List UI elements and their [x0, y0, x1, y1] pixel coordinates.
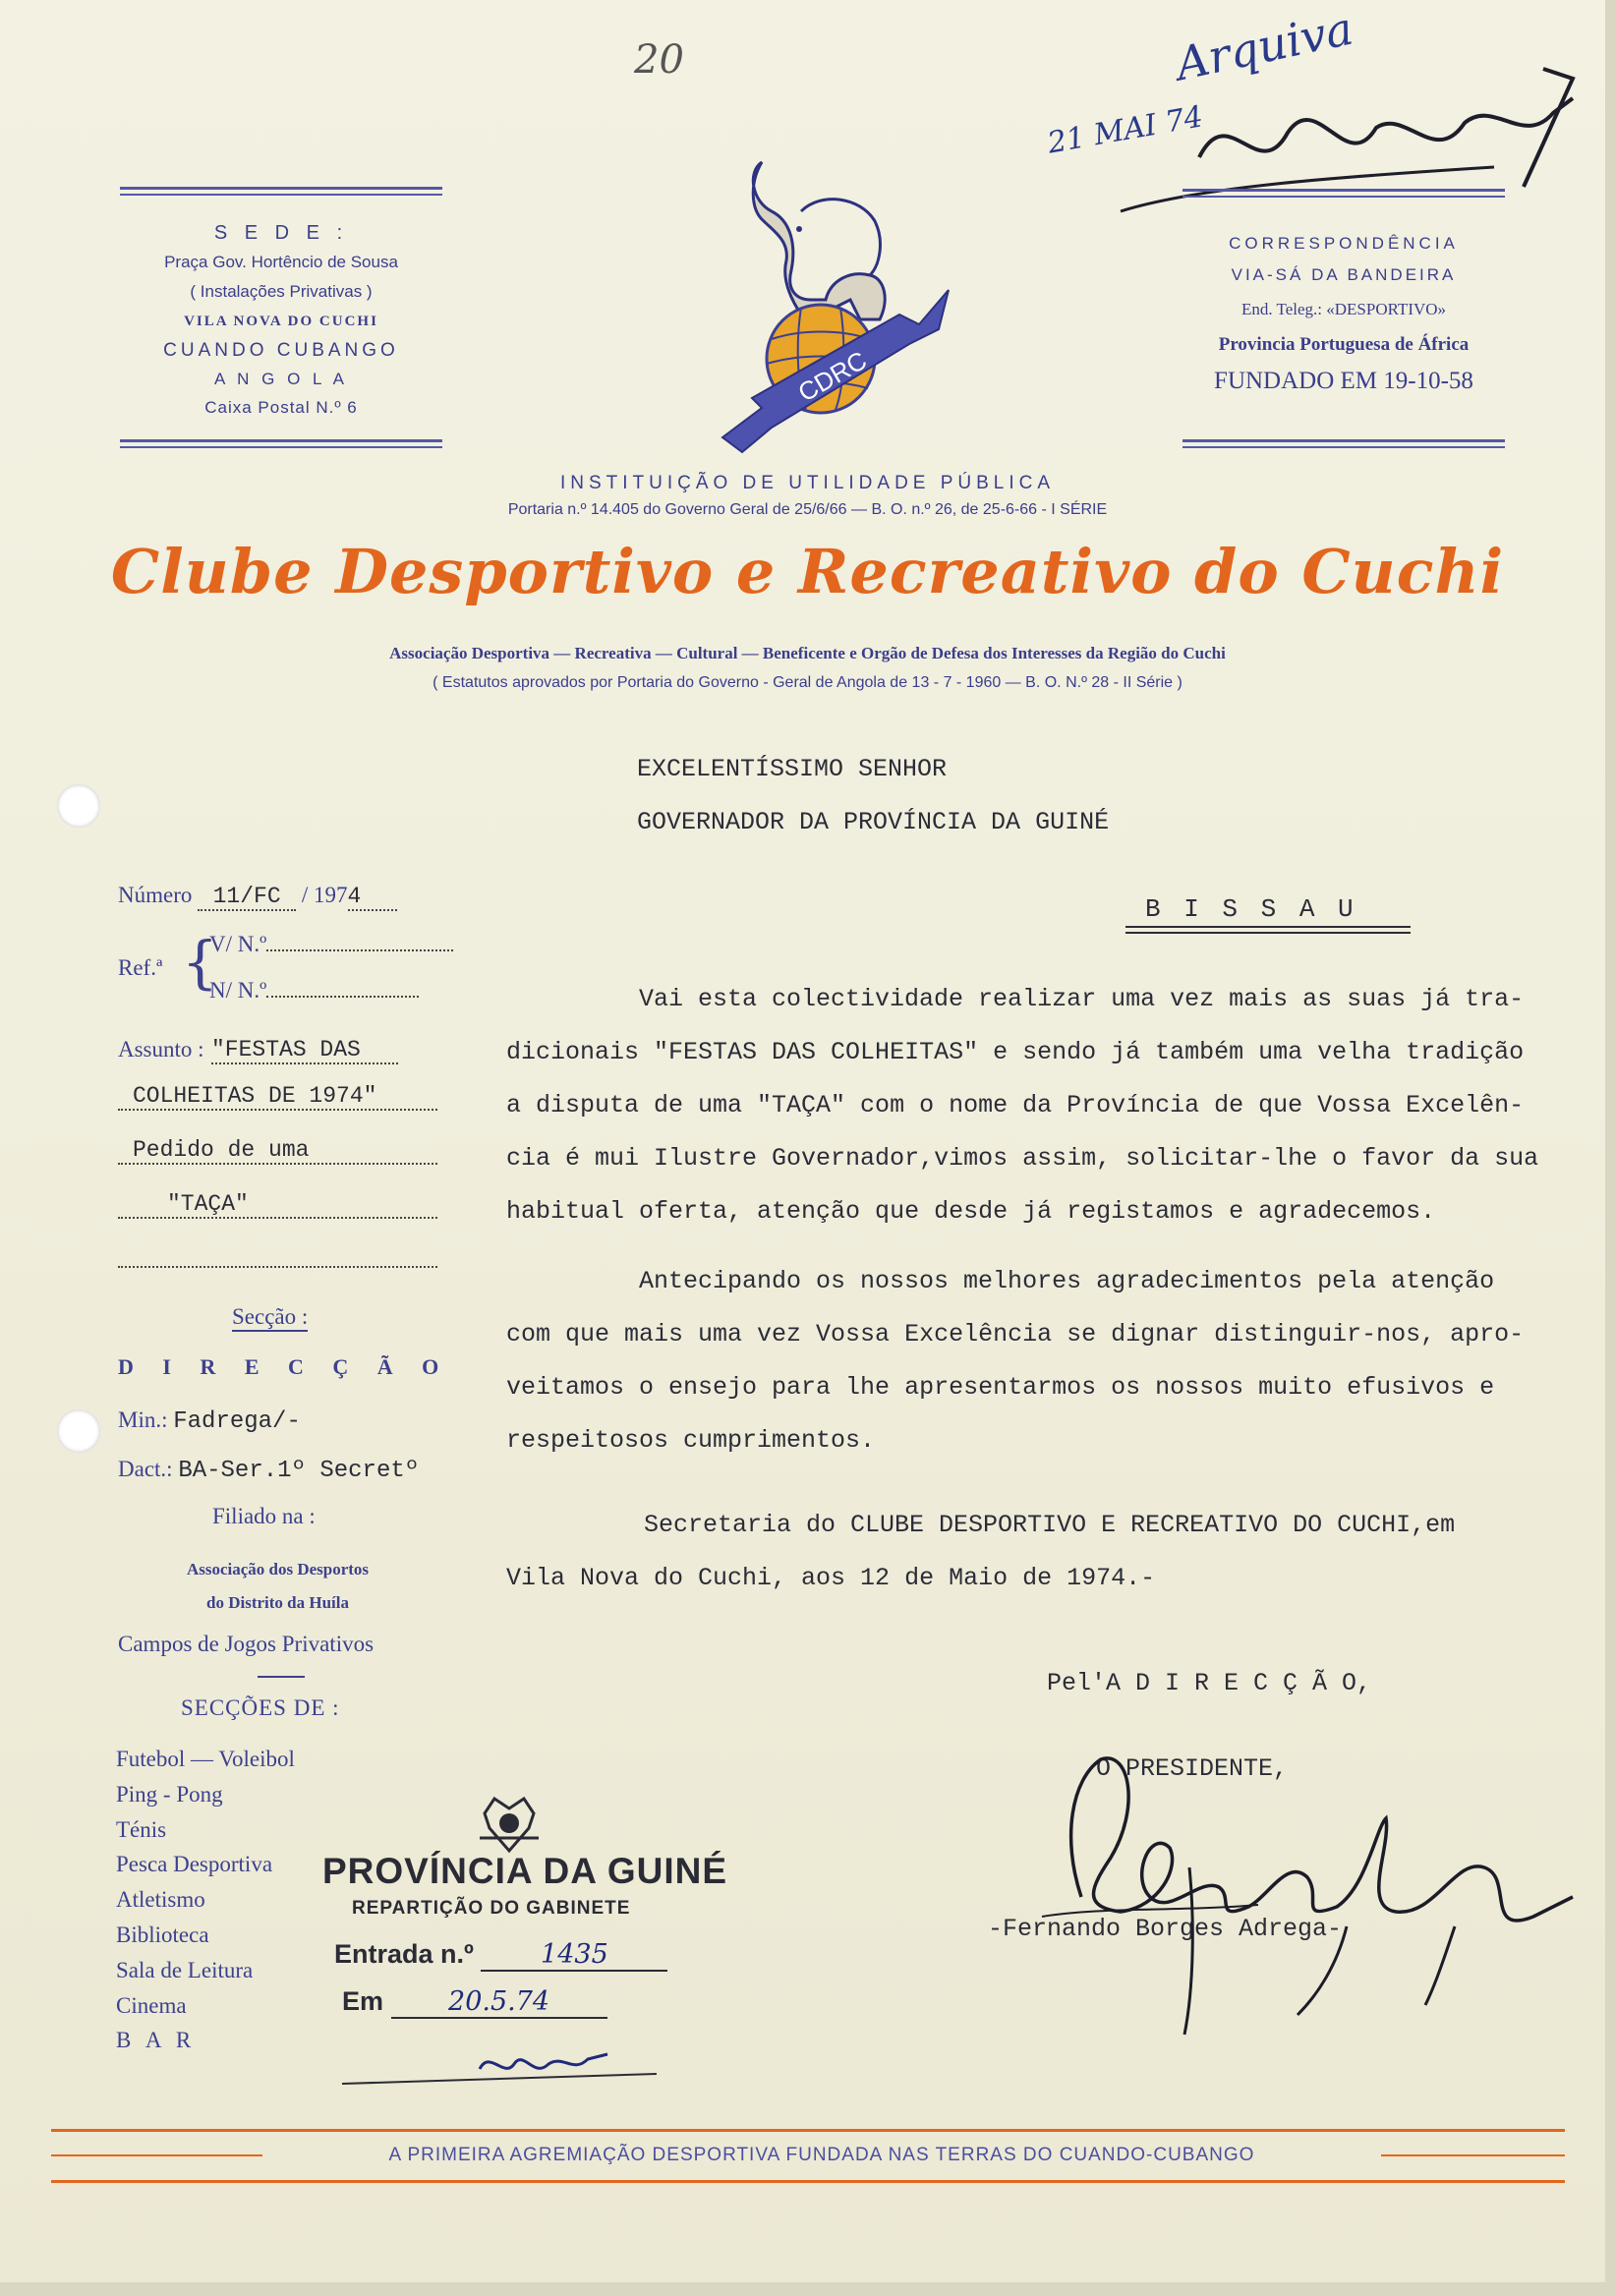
- body-line: Vai esta colectividade realizar uma vez mais as suas já tra-: [639, 985, 1525, 1013]
- body-line: dicionais "FESTAS DAS COLHEITAS" e sendo já também uma velha tradição: [506, 1038, 1525, 1066]
- paper-edge-right: [1605, 0, 1615, 2296]
- seccao-item: Sala de Leitura: [116, 1957, 254, 1982]
- seccoes-list: [116, 1742, 295, 2058]
- seccao-item: Pesca Desportiva: [116, 1852, 273, 1877]
- city-underline-1: [1125, 926, 1411, 928]
- coat-of-arms-icon: [475, 1794, 544, 1855]
- body-line: Secretaria do CLUBE DESPORTIVO E RECREATIVO DO CUCHI,em: [644, 1511, 1456, 1539]
- body-line: veitamos o ensejo para lhe apresentarmos os nossos muito efusivos e: [506, 1373, 1495, 1402]
- assunto-line2: COLHEITAS DE 1974": [118, 1083, 437, 1111]
- statutes-line: ( Estatutos aprovados por Portaria do Governo - Geral de Angola de 13 - 7 - 1960 — B. O. N.º 28 - II Série ): [433, 674, 1182, 691]
- club-emblem: [703, 152, 958, 457]
- stamp-line1: PROVÍNCIA DA GUINÉ: [322, 1851, 728, 1891]
- stamp-line2: REPARTIÇÃO DO GABINETE: [352, 1898, 631, 1919]
- body-line: Vila Nova do Cuchi, aos 12 de Maio de 1974.-: [506, 1564, 1156, 1592]
- min-value: Fadrega/-: [173, 1408, 301, 1435]
- corr-line5: FUNDADO EM 19-10-58: [1214, 368, 1473, 394]
- header-right-rule-top2: [1182, 196, 1505, 198]
- numero-label: Número: [118, 883, 193, 907]
- city-underline-2: [1125, 932, 1411, 934]
- seccao-item: Cinema: [116, 1992, 187, 2018]
- filiado-assoc: [118, 1553, 437, 1620]
- nn-field: [209, 978, 419, 1004]
- sede-line3: VILA NOVA DO CUCHI: [184, 314, 378, 329]
- assunto-line4: "TAÇA": [118, 1191, 437, 1219]
- addressee-city: B I S S A U: [1145, 894, 1357, 924]
- seccoes-label: SECÇÕES DE :: [181, 1695, 340, 1720]
- sede-line4: CUANDO CUBANGO: [163, 340, 399, 361]
- header-left-address: [120, 218, 442, 423]
- assunto-blank-line: [118, 1266, 437, 1268]
- header-right-rule-top: [1182, 189, 1505, 192]
- vn-label: V/ N.º: [209, 932, 267, 956]
- nn-dotline: [266, 996, 419, 998]
- dact-value: BA-Ser.1º Secretº: [178, 1458, 420, 1484]
- stamp-em-label: Em: [342, 1986, 384, 2016]
- archive-note: Arquiva: [1171, 1, 1358, 91]
- paper-edge-bottom: [0, 2282, 1615, 2296]
- body-paragraph-3: [506, 1499, 1587, 1605]
- header-right-address: [1163, 228, 1525, 401]
- stamp-entrada-label: Entrada n.º: [334, 1939, 474, 1969]
- header-right-rule-bottom: [1182, 439, 1505, 442]
- header-left-rule-top2: [120, 194, 442, 196]
- received-stamp: [322, 1794, 728, 2108]
- president-signature: [1022, 1740, 1592, 2054]
- numero-year-digit: 4: [348, 884, 397, 911]
- club-name: Clube Desportivo e Recreativo do Cuchi: [110, 536, 1505, 607]
- filiado-line1: Associação dos Desportos: [186, 1560, 370, 1578]
- stamp-entrada: [334, 1939, 667, 1972]
- header-left-rule-bottom: [120, 439, 442, 442]
- header-right-rule-bottom2: [1182, 446, 1505, 448]
- signature-pel: Pel'A D I R E C Ç Ã O,: [1047, 1669, 1372, 1697]
- seccao-item: Ténis: [116, 1816, 167, 1842]
- seccao-item: B A R: [116, 2028, 197, 2053]
- filiado-line2: do Distrito da Huíla: [206, 1593, 349, 1612]
- body-line: Antecipando os nossos melhores agradecimentos pela atenção: [639, 1267, 1495, 1295]
- signature-role: O PRESIDENTE,: [1096, 1754, 1289, 1783]
- institution-title: INSTITUIÇÃO DE UTILIDADE PÚBLICA: [559, 473, 1056, 493]
- header-left-rule-top: [120, 187, 442, 190]
- sede-line1: Praça Gov. Hortêncio de Sousa: [164, 253, 398, 271]
- sede-line6: Caixa Postal N.º 6: [204, 398, 358, 417]
- numero-year-prefix: / 197: [301, 883, 348, 907]
- body-line: habitual oferta, atenção que desde já registamos e agradecemos.: [506, 1197, 1436, 1226]
- ref-brace: {: [182, 929, 218, 996]
- dact-label: Dact.:: [118, 1457, 173, 1481]
- seccao-label: Secção :: [232, 1304, 308, 1332]
- stamp-initials: [342, 2039, 657, 2098]
- stamp-em: [342, 1986, 607, 2019]
- header-left-rule-bottom2: [120, 446, 442, 448]
- punch-hole-top: [57, 784, 100, 828]
- signature-name: -Fernando Borges Adrega-: [988, 1915, 1343, 1943]
- corr-line2: VIA-SÁ DA BANDEIRA: [1231, 265, 1457, 284]
- corr-line3: End. Teleg.: «DESPORTIVO»: [1240, 300, 1447, 318]
- campos-divider: [258, 1676, 305, 1678]
- numero-value: 11/FC: [198, 884, 296, 911]
- institution-block: [0, 470, 1615, 523]
- assunto-label: Assunto :: [118, 1037, 204, 1062]
- assunto-line1: "FESTAS DAS: [211, 1037, 398, 1064]
- assunto-line3: Pedido de uma: [118, 1137, 437, 1165]
- footer-rule-right: [1381, 2154, 1565, 2156]
- corr-line4: Provincia Portuguesa de África: [1218, 334, 1470, 355]
- vn-field: [209, 932, 453, 957]
- footer-rule-left: [51, 2154, 262, 2156]
- sede-line2: ( Instalações Privativas ): [190, 282, 373, 301]
- vn-dotline: [266, 949, 453, 951]
- seccao-item: Ping - Pong: [116, 1781, 223, 1807]
- sede-line5: A N G O L A: [214, 370, 348, 388]
- body-paragraph-1: [506, 973, 1587, 1238]
- corr-line1: CORRESPONDÊNCIA: [1229, 234, 1459, 253]
- sede-title: S E D E :: [213, 222, 349, 244]
- seccao-value: D I R E C Ç Ã O: [118, 1354, 451, 1379]
- stamp-entrada-value: 1435: [481, 1939, 667, 1972]
- seccao-item: Atletismo: [116, 1887, 205, 1913]
- footer-rule-top: [51, 2129, 1565, 2132]
- min-field: [118, 1407, 301, 1435]
- body-line: a disputa de uma "TAÇA" com o nome da Província de que Vossa Excelên-: [506, 1091, 1525, 1119]
- min-label: Min.:: [118, 1407, 168, 1432]
- archive-date-note: 21 MAI 74: [1045, 99, 1206, 161]
- body-line: cia é mui Ilustre Governador,vimos assim, solicitar-lhe o favor da sua: [506, 1144, 1539, 1173]
- official-signature-top: [1081, 39, 1592, 226]
- footer-motto: A PRIMEIRA AGREMIAÇÃO DESPORTIVA FUNDADA NAS TERRAS DO CUANDO-CUBANGO: [388, 2145, 1255, 2165]
- footer-rule-bottom: [51, 2180, 1565, 2183]
- page-number-note: 20: [634, 37, 684, 83]
- dact-field: [118, 1457, 419, 1484]
- body-paragraph-2: [506, 1255, 1587, 1467]
- body-line: respeitosos cumprimentos.: [506, 1426, 876, 1455]
- numero-field: [118, 883, 397, 911]
- stamp-em-value: 20.5.74: [391, 1986, 607, 2019]
- addressee-line1: EXCELENTÍSSIMO SENHOR: [637, 755, 948, 783]
- campos-label: Campos de Jogos Privativos: [118, 1632, 375, 1656]
- seccao-item: Biblioteca: [116, 1922, 209, 1947]
- filiado-label: Filiado na :: [212, 1504, 316, 1528]
- association-line: Associação Desportiva — Recreativa — Cultural — Beneficente e Orgão de Defesa dos Interesses da Região do Cuchi: [389, 644, 1226, 662]
- ribbon-text: CDRC: [792, 345, 872, 408]
- body-line: com que mais uma vez Vossa Excelência se dignar distinguir-nos, apro-: [506, 1320, 1525, 1349]
- nn-label: N/ N.º: [209, 978, 267, 1003]
- seccao-item: Futebol — Voleibol: [116, 1747, 295, 1771]
- elephant-icon: [753, 162, 885, 319]
- institution-portaria: Portaria n.º 14.405 do Governo Geral de 25/6/66 — B. O. n.º 26, de 25-6-66 - I SÉRIE: [507, 501, 1108, 518]
- punch-hole-bottom: [57, 1409, 100, 1453]
- ref-label: Ref.ª: [118, 955, 163, 980]
- addressee-line2: GOVERNADOR DA PROVÍNCIA DA GUINÉ: [637, 808, 1110, 836]
